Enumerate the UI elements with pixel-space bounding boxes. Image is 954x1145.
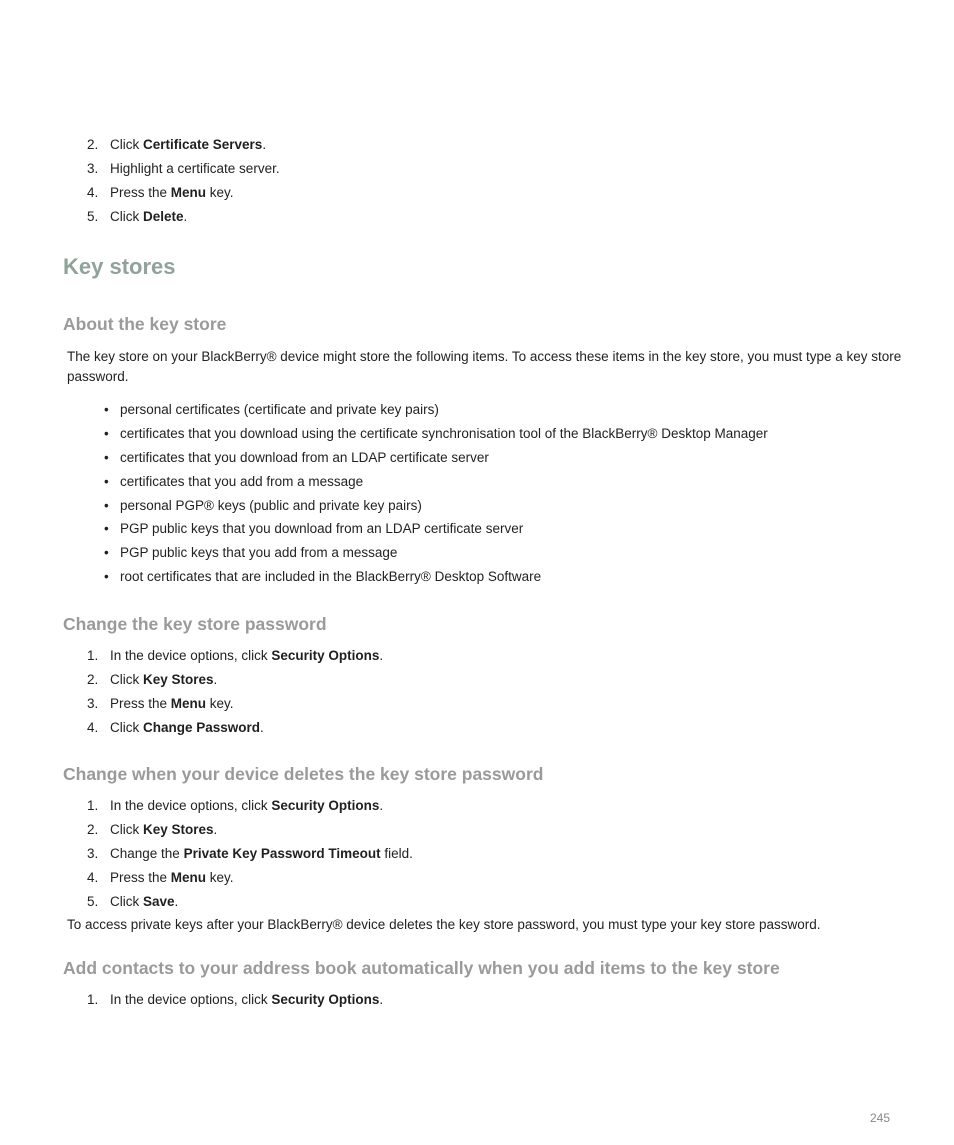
step-item: 4. Press the Menu key. xyxy=(87,185,234,200)
step-item: 2. Click Key Stores. xyxy=(87,672,218,687)
step-item: 1. In the device options, click Security Options. xyxy=(87,992,384,1007)
delete-server-steps xyxy=(87,133,280,229)
list-item: • personal certificates (certificate and private key pairs) xyxy=(104,398,768,422)
about-key-store-heading: About the key store xyxy=(63,314,227,334)
bullet-icon: • xyxy=(104,402,109,417)
list-item: • certificates that you add from a message xyxy=(104,470,768,494)
list-item: • personal PGP® keys (public and private key pairs) xyxy=(104,494,768,518)
list-item: • certificates that you download from an LDAP certificate server xyxy=(104,446,768,470)
change-delete-steps xyxy=(87,794,413,914)
bullet-icon: • xyxy=(104,569,109,585)
bullet-icon: • xyxy=(104,497,109,513)
bullet-icon: • xyxy=(104,521,109,537)
step-item: 3. Change the Private Key Password Timeout field. xyxy=(87,846,413,861)
change-delete-heading: Change when your device deletes the key store password xyxy=(63,764,544,784)
bullet-icon: • xyxy=(104,545,109,561)
step-item: 5. Click Save. xyxy=(87,894,179,909)
about-intro-paragraph: The key store on your BlackBerry® device might store the following items. To access these items in the key store, you must type a key store password. xyxy=(67,349,902,384)
bullet-icon: • xyxy=(104,425,109,441)
step-item: 1. In the device options, click Security Options. xyxy=(87,648,384,663)
bullet-icon: • xyxy=(104,449,109,465)
step-item: 4. Click Change Password. xyxy=(87,720,264,735)
change-delete-note: To access private keys after your BlackBerry® device deletes the key store password, you must type your key store password. xyxy=(67,917,821,932)
step-item: 1. In the device options, click Security Options. xyxy=(87,798,384,813)
page-number: 245 xyxy=(869,1111,890,1125)
change-password-steps xyxy=(87,644,383,740)
list-item: • PGP public keys that you add from a message xyxy=(104,541,768,565)
key-store-items-list xyxy=(104,398,768,589)
list-item: • certificates that you download using the certificate synchronisation tool of the BlackBerry® Desktop Manager xyxy=(104,422,768,446)
key-stores-heading: Key stores xyxy=(63,254,176,279)
bullet-icon: • xyxy=(104,473,109,489)
step-item: 2. Click Certificate Servers. xyxy=(87,137,267,152)
step-item: 4. Press the Menu key. xyxy=(87,870,234,885)
add-contacts-steps xyxy=(87,988,383,1012)
step-item: 3. Press the Menu key. xyxy=(87,696,234,711)
step-item: 5. Click Delete. xyxy=(87,209,188,224)
list-item: • root certificates that are included in the BlackBerry® Desktop Software xyxy=(104,565,768,589)
list-item: • PGP public keys that you download from an LDAP certificate server xyxy=(104,517,768,541)
change-password-heading: Change the key store password xyxy=(63,614,327,634)
step-item: 3. Highlight a certificate server. xyxy=(87,161,280,176)
step-item: 2. Click Key Stores. xyxy=(87,822,218,837)
add-contacts-heading: Add contacts to your address book automatically when you add items to the key store xyxy=(63,958,780,978)
